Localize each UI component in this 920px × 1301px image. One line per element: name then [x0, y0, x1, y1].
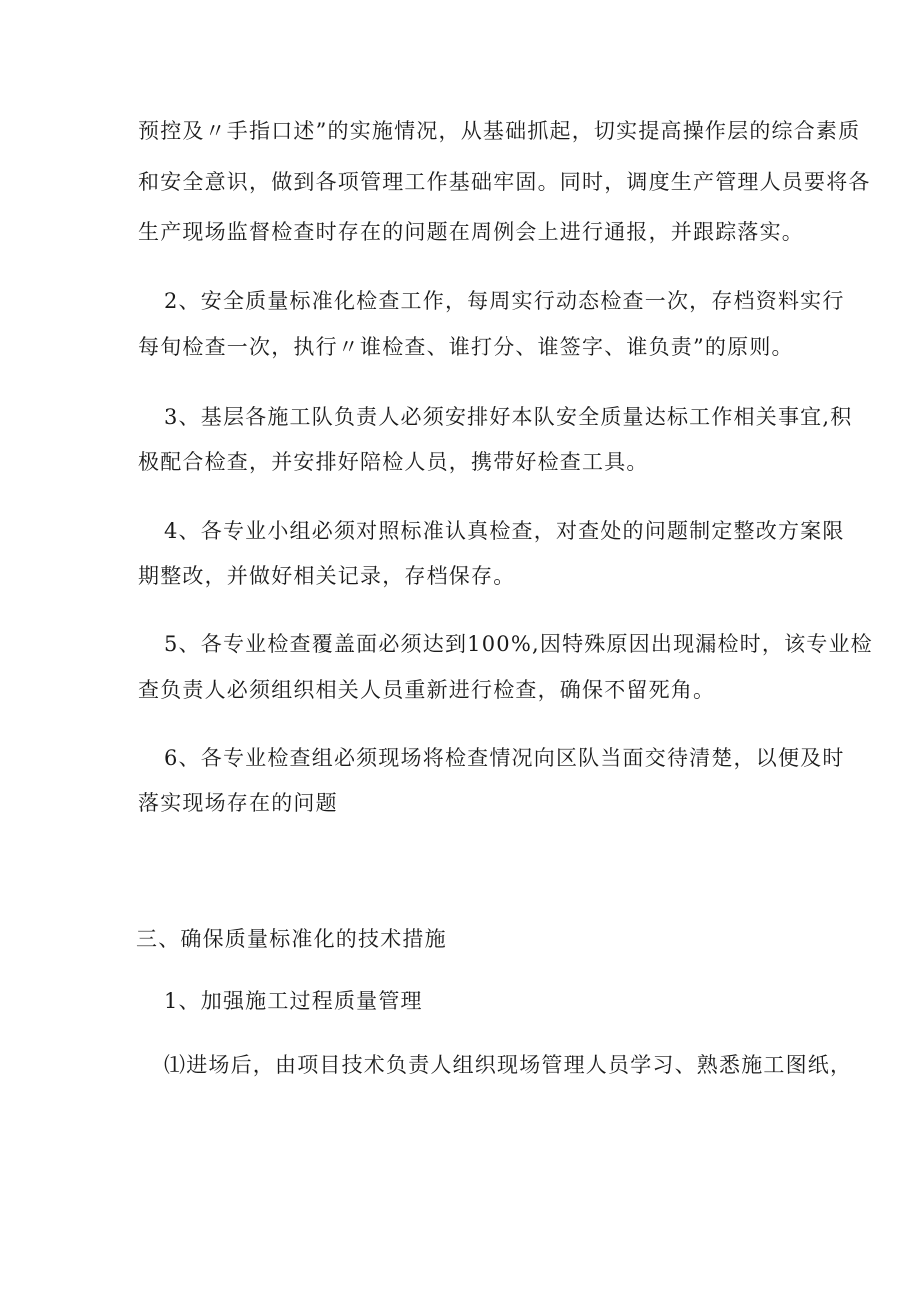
item-5-line-1: 5、各专业检查覆盖面必须达到100%,因特殊原因出现漏检时，该专业检: [164, 632, 873, 656]
item-3-line-2: 极配合检查，并安排好陪检人员，携带好检查工具。: [138, 450, 649, 474]
item-6-line-1: 6、各专业检查组必须现场将检查情况向区队当面交待清楚，以便及时: [164, 746, 845, 770]
paragraph-line: ⑴进场后，由项目技术负责人组织现场管理人员学习、熟悉施工图纸，: [164, 1053, 853, 1077]
item-3-line-1: 3、基层各施工队负责人必须安排好本队安全质量达标工作相关事宜,积: [164, 405, 853, 429]
item-2-line-2: 每旬检查一次，执行〃谁检查、谁打分、谁签字、谁负责”的原则。: [138, 335, 794, 359]
item-2-line-1: 2、安全质量标准化检查工作，每周实行动态检查一次，存档资料实行: [164, 289, 845, 313]
item-5-line-2: 查负责人必须组织相关人员重新进行检查，确保不留死角。: [138, 678, 716, 702]
item-4-line-2: 期整改，并做好相关记录，存档保存。: [138, 564, 516, 588]
intro-line-1: 预控及〃手指口述”的实施情况，从基础抓起，切实提高操作层的综合素质: [138, 119, 861, 143]
item-4-line-1: 4、各专业小组必须对照标准认真检查，对查处的问题制定整改方案限: [164, 519, 845, 543]
subheading: 1、加强施工过程质量管理: [164, 989, 423, 1013]
intro-line-2: 和安全意识，做到各项管理工作基础牢固。同时，调度生产管理人员要将各: [138, 170, 871, 194]
section-heading: 三、确保质量标准化的技术措施: [136, 927, 447, 951]
item-6-line-2: 落实现场存在的问题: [138, 791, 338, 815]
intro-line-3: 生产现场监督检查时存在的问题在周例会上进行通报，并跟踪落实。: [138, 220, 804, 244]
